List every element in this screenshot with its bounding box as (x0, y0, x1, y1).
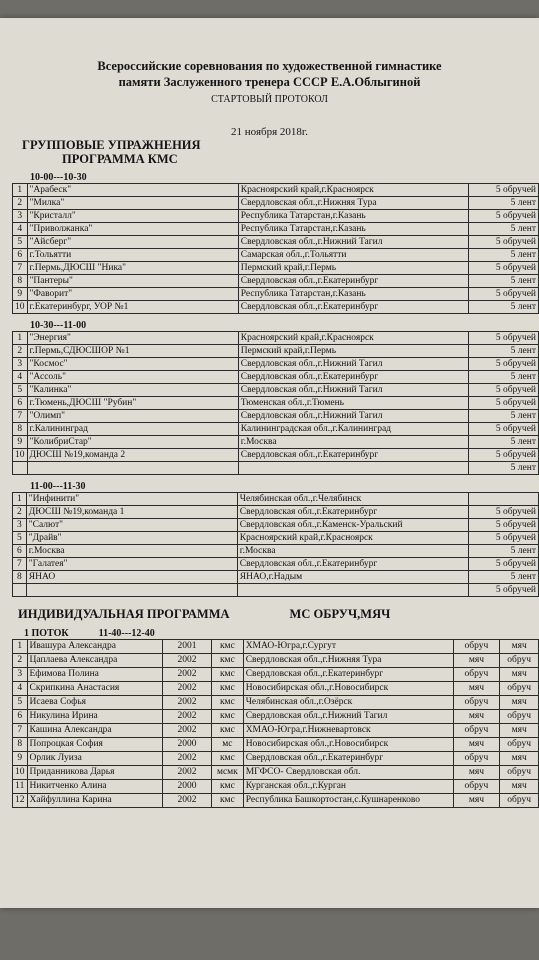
document-date: 21 ноября 2018г. (231, 126, 308, 138)
table-row (13, 780, 539, 794)
row-number: 8 (13, 571, 27, 584)
apparatus: 5 лент (469, 197, 539, 210)
table-row (13, 738, 539, 752)
flow-label: 1 ПОТОК (24, 628, 69, 639)
athlete-region: Челябинская обл.,г.Озёрск (243, 696, 453, 710)
apparatus-first: мяч (453, 738, 500, 752)
team-name: г.Тюмень,ДЮСШ "Рубин" (27, 397, 238, 410)
apparatus-second: мяч (500, 640, 539, 654)
table-row (13, 519, 539, 532)
birth-year: 2002 (162, 668, 211, 682)
athlete-rank: кмс (212, 682, 244, 696)
row-number: 2 (13, 506, 27, 519)
athlete-name: Хайфуллина Карина (27, 794, 162, 808)
birth-year: 2001 (162, 640, 211, 654)
table-row (13, 752, 539, 766)
individual-title: ИНДИВИДУАЛЬНАЯ ПРОГРАММА (18, 607, 230, 621)
table-row (13, 384, 539, 397)
athlete-name: Цаплаева Александра (27, 654, 162, 668)
team-name: "Ассоль" (27, 371, 238, 384)
row-number: 11 (13, 780, 28, 794)
team-name (26, 584, 237, 597)
team-name: "Олимп" (27, 410, 238, 423)
athlete-rank: кмс (212, 794, 244, 808)
table-row (13, 640, 539, 654)
team-region: Свердловская обл.,г.Нижний Тагил (238, 358, 469, 371)
session-time: 10-00---10-30 (30, 172, 87, 183)
table-row (13, 436, 539, 449)
apparatus-second: мяч (500, 780, 539, 794)
team-name: "Милка" (27, 197, 238, 210)
team-region: Республика Татарстан,г.Казань (238, 288, 469, 301)
apparatus: 5 лент (469, 410, 539, 423)
apparatus-first: обруч (453, 780, 500, 794)
team-region (238, 462, 469, 475)
table-row (13, 449, 539, 462)
apparatus-second: мяч (500, 752, 539, 766)
row-number: 1 (13, 493, 27, 506)
row-number: 7 (13, 262, 28, 275)
team-region: Свердловская обл.,г.Екатеринбург (237, 558, 469, 571)
apparatus: 5 лент (469, 249, 539, 262)
row-number: 1 (13, 184, 28, 197)
table-row (13, 794, 539, 808)
team-region: Свердловская обл.,г.Екатеринбург (238, 449, 469, 462)
apparatus: 5 обручей (469, 584, 539, 597)
row-number: 4 (13, 371, 28, 384)
team-region: Свердловская обл.,г.Нижний Тагил (238, 236, 469, 249)
row-number: 6 (13, 397, 28, 410)
birth-year: 2002 (162, 710, 211, 724)
apparatus-second: мяч (500, 696, 539, 710)
birth-year: 2002 (162, 654, 211, 668)
row-number: 2 (13, 654, 28, 668)
row-number: 1 (13, 640, 28, 654)
apparatus-second: мяч (500, 668, 539, 682)
apparatus-second: обруч (500, 682, 539, 696)
athlete-rank: мсмк (212, 766, 244, 780)
apparatus: 5 обручей (469, 210, 539, 223)
team-region: Свердловская обл.,г.Каменск-Уральский (237, 519, 469, 532)
apparatus: 5 лент (469, 436, 539, 449)
table-row (13, 532, 539, 545)
team-region: Свердловская обл.,г.Нижняя Тура (238, 197, 469, 210)
athlete-rank: кмс (212, 724, 244, 738)
team-name: "Салют" (26, 519, 237, 532)
table-row (13, 506, 539, 519)
athlete-name: Ефимова Полина (27, 668, 162, 682)
birth-year: 2002 (162, 696, 211, 710)
athlete-region: ХМАО-Югра,г.Сургут (243, 640, 453, 654)
team-region: ЯНАО,г.Надым (237, 571, 469, 584)
team-name: "КолибриСтар" (27, 436, 238, 449)
apparatus: 5 обручей (469, 384, 539, 397)
flow-time: 11-40---12-40 (98, 628, 155, 639)
team-region: г.Москва (238, 436, 469, 449)
row-number: 10 (13, 449, 28, 462)
team-region: Красноярский край,г.Красноярск (238, 184, 469, 197)
team-region: Республика Татарстан,г.Казань (238, 223, 469, 236)
table-row (13, 654, 539, 668)
group-program-title: ПРОГРАММА КМС (62, 152, 178, 166)
apparatus-first: мяч (453, 682, 500, 696)
athlete-name: Ивашура Александра (27, 640, 162, 654)
header-title-line1: Всероссийские соревнования по художественной гимнастике (97, 59, 442, 73)
session-time: 11-00---11-30 (30, 481, 86, 492)
athlete-region: ХМАО-Югра,г.Нижневартовск (243, 724, 453, 738)
team-region: Красноярский край,г.Красноярск (238, 332, 469, 345)
table-row (13, 223, 539, 236)
table-row (13, 710, 539, 724)
athlete-rank: кмс (212, 710, 244, 724)
athlete-region: Новосибирская обл.,г.Новосибирск (243, 738, 453, 752)
apparatus-second: обруч (500, 794, 539, 808)
team-region: Красноярский край,г.Красноярск (237, 532, 469, 545)
apparatus-second: обруч (500, 710, 539, 724)
team-name: "Энергия" (27, 332, 238, 345)
team-name: ЯНАО (26, 571, 237, 584)
row-number: 8 (13, 275, 28, 288)
team-name: ДЮСШ №19,команда 2 (27, 449, 238, 462)
apparatus: 5 лент (469, 462, 539, 475)
table-row (13, 345, 539, 358)
table-row (13, 236, 539, 249)
apparatus-first: обруч (453, 724, 500, 738)
table-row (13, 249, 539, 262)
team-region: Республика Татарстан,г.Казань (238, 210, 469, 223)
apparatus-first: мяч (453, 794, 500, 808)
table-row (13, 371, 539, 384)
table-row (13, 545, 539, 558)
table-row (13, 262, 539, 275)
row-number: 4 (13, 682, 28, 696)
team-region: Свердловская обл.,г.Екатеринбург (238, 371, 469, 384)
apparatus-second: мяч (500, 724, 539, 738)
apparatus: 5 обручей (469, 532, 539, 545)
team-region: Тюменская обл.,г.Тюмень (238, 397, 469, 410)
row-number: 2 (13, 345, 28, 358)
athlete-rank: мс (212, 738, 244, 752)
table-row (13, 210, 539, 223)
team-name: "Калинка" (27, 384, 238, 397)
table-row (13, 493, 539, 506)
row-number: 1 (13, 332, 28, 345)
row-number: 7 (13, 724, 28, 738)
athlete-rank: кмс (212, 654, 244, 668)
athlete-rank: кмс (212, 780, 244, 794)
apparatus: 5 лент (469, 345, 539, 358)
row-number: 4 (13, 223, 28, 236)
table-row (13, 197, 539, 210)
table-row (13, 462, 539, 475)
apparatus-first: мяч (453, 710, 500, 724)
apparatus-second: обруч (500, 654, 539, 668)
table-row (13, 682, 539, 696)
team-region: Калининградская обл.,г.Калининград (238, 423, 469, 436)
apparatus: 5 обручей (469, 519, 539, 532)
group-session-table (12, 492, 539, 597)
table-row (13, 332, 539, 345)
row-number: 5 (13, 696, 28, 710)
table-row (13, 358, 539, 371)
protocol-sheet (0, 18, 539, 908)
team-region: Самарская обл.,г.Тольятти (238, 249, 469, 262)
team-name: "Галатея" (26, 558, 237, 571)
table-row (13, 275, 539, 288)
table-row (13, 301, 539, 314)
team-name: г.Пермь,СДЮСШОР №1 (27, 345, 238, 358)
athlete-name: Попроцкая София (27, 738, 162, 752)
team-region: г.Москва (237, 545, 469, 558)
team-name: г.Калининград (27, 423, 238, 436)
apparatus: 5 обручей (469, 262, 539, 275)
table-row (13, 766, 539, 780)
birth-year: 2002 (162, 794, 211, 808)
team-region: Челябинская обл.,г.Челябинск (237, 493, 469, 506)
apparatus-first: обруч (453, 752, 500, 766)
row-number (13, 584, 27, 597)
team-name: ДЮСШ №19,команда 1 (26, 506, 237, 519)
birth-year: 2002 (162, 752, 211, 766)
team-region: Свердловская обл.,г.Екатеринбург (238, 301, 469, 314)
row-number: 7 (13, 410, 28, 423)
apparatus-first: обруч (453, 668, 500, 682)
group-session-table (12, 331, 539, 475)
team-name: г.Екатеринбург, УОР №1 (27, 301, 238, 314)
row-number: 3 (13, 358, 28, 371)
row-number: 9 (13, 752, 28, 766)
group-sessions (0, 172, 539, 597)
team-name: г.Москва (26, 545, 237, 558)
table-row (13, 558, 539, 571)
table-row (13, 288, 539, 301)
team-region: Пермский край,г.Пермь (238, 262, 469, 275)
session-time: 10-30---11-00 (30, 320, 87, 331)
table-row (13, 724, 539, 738)
table-row (13, 668, 539, 682)
apparatus: 5 обручей (469, 236, 539, 249)
apparatus: 5 обручей (469, 184, 539, 197)
athlete-region: Свердловская обл.,г.Нижний Тагил (243, 710, 453, 724)
row-number: 3 (13, 668, 28, 682)
birth-year: 2000 (162, 738, 211, 752)
athlete-name: Никулина Ирина (27, 710, 162, 724)
team-name: "Пантеры" (27, 275, 238, 288)
row-number: 9 (13, 436, 28, 449)
birth-year: 2000 (162, 780, 211, 794)
apparatus: 5 обручей (469, 397, 539, 410)
row-number: 8 (13, 738, 28, 752)
team-name: "Арабеск" (27, 184, 238, 197)
team-region: Свердловская обл.,г.Екатеринбург (237, 506, 469, 519)
header-subtitle: СТАРТОВЫЙ ПРОТОКОЛ (211, 94, 328, 105)
table-row (13, 423, 539, 436)
table-row (13, 410, 539, 423)
team-name: "Кристалл" (27, 210, 238, 223)
team-region: Пермский край,г.Пермь (238, 345, 469, 358)
athlete-rank: кмс (212, 752, 244, 766)
apparatus-first: обруч (453, 696, 500, 710)
row-number: 6 (13, 249, 28, 262)
apparatus: 5 обручей (469, 332, 539, 345)
row-number: 8 (13, 423, 28, 436)
apparatus: 5 обручей (469, 506, 539, 519)
team-name: г.Тольятти (27, 249, 238, 262)
apparatus: 5 лент (469, 301, 539, 314)
group-section-title: ГРУППОВЫЕ УПРАЖНЕНИЯ (22, 138, 201, 152)
row-number: 3 (13, 210, 28, 223)
row-number: 9 (13, 288, 28, 301)
team-name: "Инфинити" (26, 493, 237, 506)
team-name: "Айсберг" (27, 236, 238, 249)
row-number: 5 (13, 384, 28, 397)
row-number: 7 (13, 558, 27, 571)
team-region (237, 584, 469, 597)
apparatus: 5 лент (469, 223, 539, 236)
row-number: 6 (13, 545, 27, 558)
apparatus: 5 обручей (469, 288, 539, 301)
apparatus: 5 обручей (469, 558, 539, 571)
athlete-name: Кашина Александра (27, 724, 162, 738)
individual-section-title (18, 607, 539, 622)
athlete-name: Скрипкина Анастасия (27, 682, 162, 696)
athlete-name: Исаева Софья (27, 696, 162, 710)
apparatus: 5 лент (469, 371, 539, 384)
row-number: 2 (13, 197, 28, 210)
athlete-region: Республика Башкортостан,с.Кушнаренково (243, 794, 453, 808)
apparatus (469, 493, 539, 506)
individual-table (12, 639, 539, 808)
athlete-region: МГФСО- Свердловская обл. (243, 766, 453, 780)
row-number: 12 (13, 794, 28, 808)
row-number: 5 (13, 236, 28, 249)
document-header (0, 58, 539, 108)
athlete-rank: кмс (212, 696, 244, 710)
row-number: 3 (13, 519, 27, 532)
team-name (27, 462, 238, 475)
team-region: Свердловская обл.,г.Нижний Тагил (238, 410, 469, 423)
athlete-region: Новосибирская обл.,г.Новосибирск (243, 682, 453, 696)
birth-year: 2002 (162, 724, 211, 738)
team-name: "Фаворит" (27, 288, 238, 301)
header-title-line2: памяти Заслуженного тренера СССР Е.А.Облыгиной (118, 75, 421, 89)
team-name: "Драйв" (26, 532, 237, 545)
row-number: 6 (13, 710, 28, 724)
table-row (13, 397, 539, 410)
flow-heading (24, 628, 539, 639)
table-row (13, 584, 539, 597)
apparatus-first: мяч (453, 654, 500, 668)
row-number: 10 (13, 301, 28, 314)
athlete-rank: кмс (212, 668, 244, 682)
table-row (13, 696, 539, 710)
athlete-region: Курганская обл.,г.Курган (243, 780, 453, 794)
athlete-rank: кмс (212, 640, 244, 654)
row-number (13, 462, 28, 475)
row-number: 10 (13, 766, 28, 780)
athlete-name: Орлик Луиза (27, 752, 162, 766)
athlete-name: Приданникова Дарья (27, 766, 162, 780)
team-name: "Приволжанка" (27, 223, 238, 236)
team-region: Свердловская обл.,г.Нижний Тагил (238, 384, 469, 397)
apparatus-first: обруч (453, 640, 500, 654)
athlete-region: Свердловская обл.,г.Екатеринбург (243, 752, 453, 766)
team-name: г.Пермь,ДЮСШ "Ника" (27, 262, 238, 275)
athlete-region: Свердловская обл.,г.Екатеринбург (243, 668, 453, 682)
row-number: 5 (13, 532, 27, 545)
athlete-region: Свердловская обл.,г.Нижняя Тура (243, 654, 453, 668)
athlete-name: Никитченко Алина (27, 780, 162, 794)
individual-program: МС ОБРУЧ,МЯЧ (289, 607, 391, 621)
apparatus-second: обруч (500, 766, 539, 780)
apparatus: 5 лент (469, 275, 539, 288)
apparatus: 5 обручей (469, 358, 539, 371)
apparatus: 5 лент (469, 545, 539, 558)
team-name: "Космос" (27, 358, 238, 371)
table-row (13, 184, 539, 197)
birth-year: 2002 (162, 766, 211, 780)
team-region: Свердловская обл.,г.Екатеринбург (238, 275, 469, 288)
apparatus-second: обруч (500, 738, 539, 752)
birth-year: 2002 (162, 682, 211, 696)
apparatus-first: мяч (453, 766, 500, 780)
apparatus: 5 лент (469, 571, 539, 584)
table-row (13, 571, 539, 584)
apparatus: 5 обручей (469, 423, 539, 436)
apparatus: 5 обручей (469, 449, 539, 462)
group-session-table (12, 183, 539, 314)
